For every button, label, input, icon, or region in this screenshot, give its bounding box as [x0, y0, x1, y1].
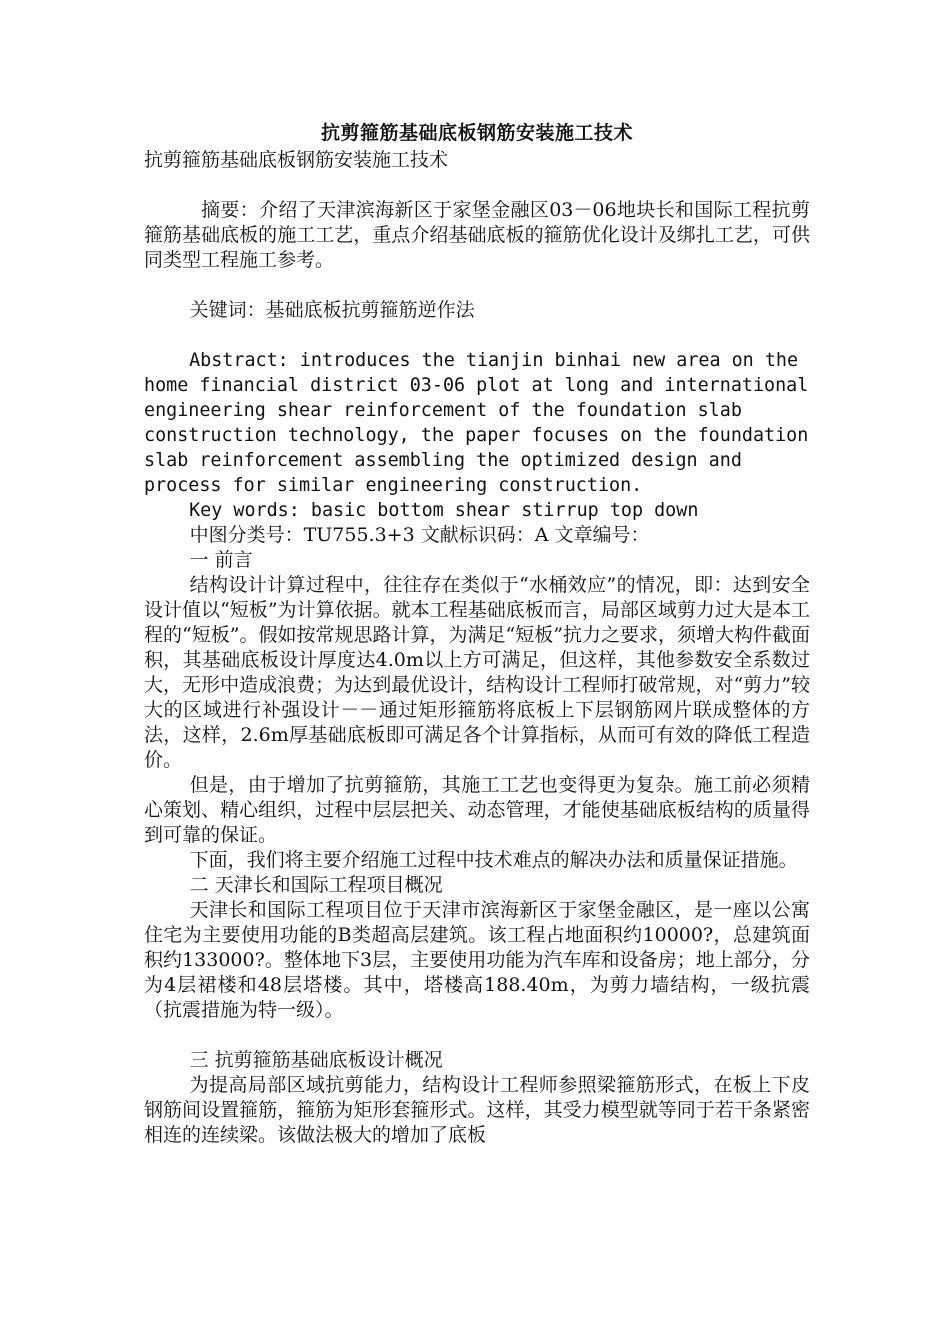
spacer — [144, 1023, 810, 1048]
document-page — [144, 118, 810, 1148]
document-title: 抗剪箍筋基础底板钢筋安装施工技术 — [320, 122, 633, 144]
paragraph: 天津长和国际工程项目位于天津市滨海新区于家堡金融区，是一座以公寓住宅为主要使用功能的B类超高层建筑。该工程占地面积约10000?，总建筑面积约133000?。整体地下3层，主要使用功能为汽车库和设备房；地上部分，分为4层裙楼和48层塔楼。其中，塔楼高188.40m，为剪力墙结构，一级抗震（抗震措施为特一级）。 — [144, 899, 810, 1021]
spacer — [144, 323, 810, 348]
abstract-cn: 摘要：介绍了天津滨海新区于家堡金融区03－06地块长和国际工程抗剪箍筋基础底板的施工工艺，重点介绍基础底板的箍筋优化设计及绑扎工艺，可供同类型工程施工参考。 — [144, 199, 810, 271]
section-heading-overview: 二 天津长和国际工程项目概况 — [189, 874, 443, 896]
keywords-cn: 关键词：基础底板抗剪箍筋逆作法 — [189, 299, 475, 321]
paragraph: 为提高局部区域抗剪能力，结构设计工程师参照梁箍筋形式，在板上下皮钢筋间设置箍筋，箍筋为矩形套箍形式。这样，其受力模型就等同于若干条紧密相连的连续梁。该做法极大的增加了底板 — [144, 1074, 810, 1146]
paragraph: 结构设计计算过程中，往往存在类似于“水桶效应”的情况，即：达到安全设计值以“短板”为计算依据。就本工程基础底板而言，局部区域剪力过大是本工程的“短板”。假如按常规思路计算，为满足“短板”抗力之要求，须增大构件截面积，其基础底板设计厚度达4.0m以上方可满足，但这样，其他参数安全系数过大，无形中造成浪费；为达到最优设计，结构设计工程师打破常规，对“剪力”较大的区域进行补强设计－－通过矩形箍筋将底板上下层钢筋网片联成整体的方法，这样，2.6m厚基础底板即可满足各个计算指标，从而可有效的降低工程造价。 — [144, 574, 810, 771]
spacer — [144, 273, 810, 298]
section-heading-intro: 一 前言 — [189, 549, 253, 571]
spacer — [144, 173, 810, 198]
abstract-en: Abstract: introduces the tianjin binhai new area on the home financial district 03-06 plot at long and international engineering shear reinforcement of the foundation slab construction technology, the paper focuses on the foundation slab reinforcement assembling the optimized design and process for similar engineering construction. — [144, 350, 809, 496]
keywords-en: Key words: basic bottom shear stirrup top down — [189, 500, 699, 521]
section-heading-design: 三 抗剪箍筋基础底板设计概况 — [189, 1049, 443, 1071]
paragraph: 下面，我们将主要介绍施工过程中技术难点的解决办法和质量保证措施。 — [189, 849, 798, 871]
classification-line: 中图分类号：TU755.3+3 文献标识码：A 文章编号： — [189, 524, 650, 546]
document-subtitle: 抗剪箍筋基础底板钢筋安装施工技术 — [144, 149, 449, 171]
paragraph: 但是，由于增加了抗剪箍筋，其施工工艺也变得更为复杂。施工前必须精心策划、精心组织，过程中层层把关、动态管理，才能使基础底板结构的质量得到可靠的保证。 — [144, 774, 810, 846]
